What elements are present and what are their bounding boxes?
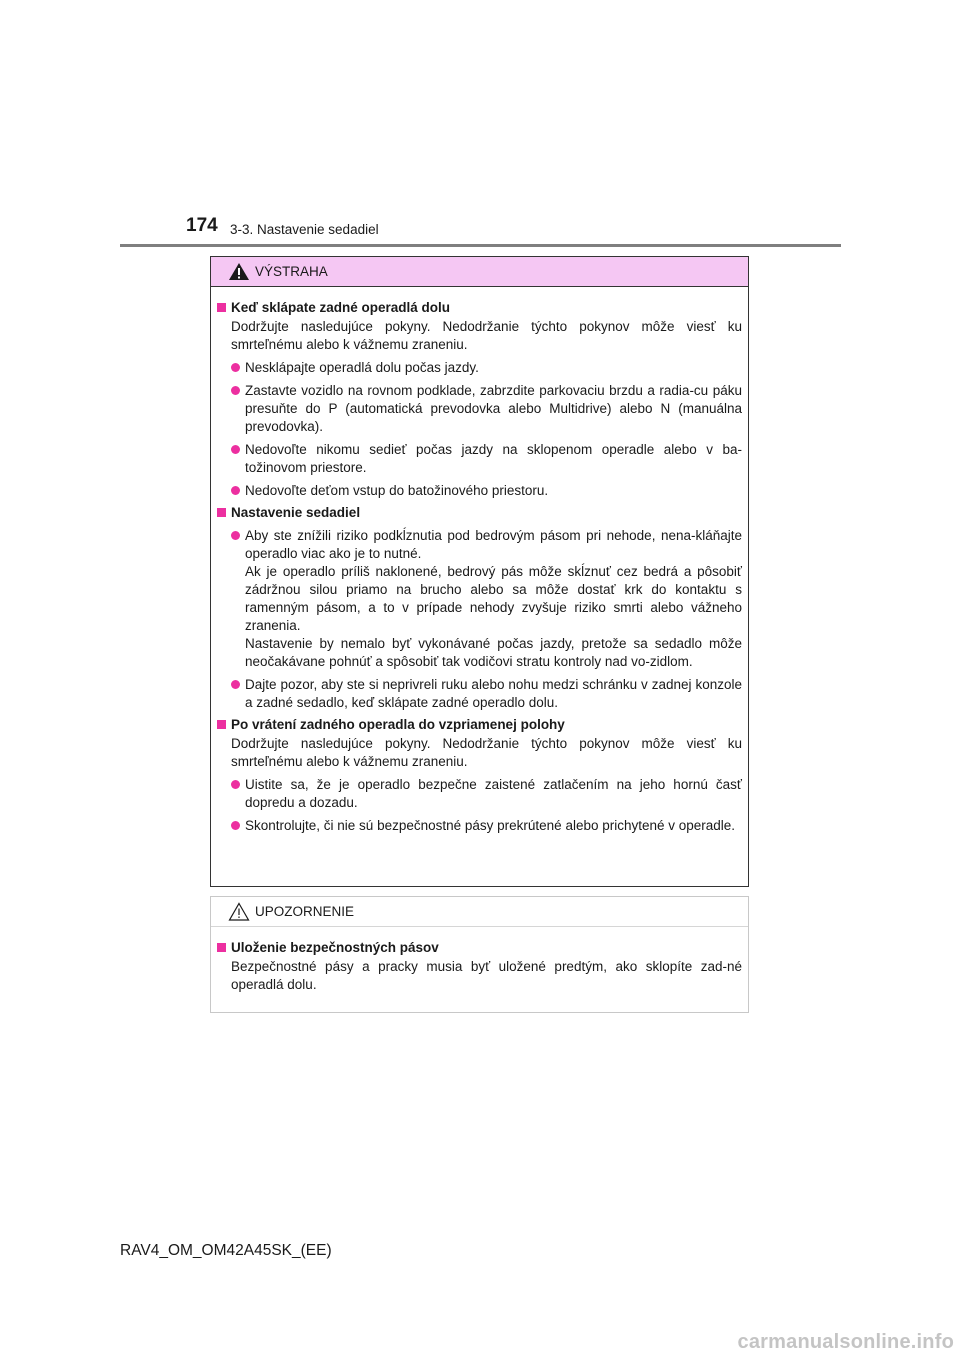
section-paragraph: Bezpečnostné pásy a pracky musia byť uložené predtým, ako sklopíte zad-né operadlá dolu. — [231, 959, 742, 992]
round-bullet-icon — [231, 445, 240, 454]
bullet-text — [245, 482, 742, 500]
square-bullet-icon — [217, 943, 226, 952]
square-bullet-icon — [217, 508, 226, 517]
section-heading — [216, 504, 742, 522]
bullet-text — [245, 359, 742, 377]
bullet-paragraph: Nedovoľte deťom vstup do batožinového priestoru. — [245, 483, 549, 498]
bullet-text — [245, 527, 742, 671]
bullet-paragraph: Zastavte vozidlo na rovnom podklade, zabrzdite parkovaciu brzdu a radia-cu páku presuňte do P (automatická prevodovka alebo Multidrive) alebo N (manuálna prevodovka). — [245, 383, 742, 434]
section-heading — [216, 939, 742, 957]
watermark: carmanualsonline.info — [737, 1331, 954, 1353]
bullet-item — [231, 527, 742, 671]
caution-box — [210, 896, 749, 1013]
section-heading-text: Keď sklápate zadné operadlá dolu — [231, 300, 451, 315]
bullet-item — [231, 441, 742, 477]
bullet-text — [245, 817, 742, 835]
bullet-item — [231, 817, 742, 835]
bullet-item — [231, 382, 742, 436]
warning-header — [211, 257, 748, 287]
page-number: 174 — [186, 215, 218, 236]
bullet-paragraph: Nesklápajte operadlá dolu počas jazdy. — [245, 360, 479, 375]
square-bullet-icon — [217, 303, 226, 312]
warning-body — [211, 287, 748, 835]
round-bullet-icon — [231, 486, 240, 495]
section-heading-text: Uloženie bezpečnostných pásov — [231, 940, 439, 955]
bullet-paragraph: Aby ste znížili riziko podkĺznutia pod bedrovým pásom pri nehode, nena-kláňajte operadlo viac ako je to nutné. — [245, 528, 742, 561]
caution-body — [211, 927, 748, 994]
round-bullet-icon — [231, 363, 240, 372]
section-title: 3-3. Nastavenie sedadiel — [230, 222, 379, 237]
bullet-item — [231, 776, 742, 812]
bullet-text — [245, 441, 742, 477]
warning-triangle-icon — [228, 262, 250, 281]
round-bullet-icon — [231, 531, 240, 540]
warning-title: VÝSTRAHA — [255, 264, 328, 279]
document-code: RAV4_OM_OM42A45SK_(EE) — [120, 1242, 332, 1259]
round-bullet-icon — [231, 386, 240, 395]
bullet-text — [245, 382, 742, 436]
caution-triangle-icon — [228, 902, 250, 921]
round-bullet-icon — [231, 821, 240, 830]
section-heading — [216, 299, 742, 317]
bullet-paragraph: Nedovoľte nikomu sedieť počas jazdy na sklopenom operadle alebo v ba-tožinovom priestore. — [245, 442, 742, 475]
bullet-paragraph: Nastavenie by nemalo byť vykonávané počas jazdy, pretože sa sedadlo môže neočakávane pohnúť a spôsobiť tak vodičovi stratu kontroly nad vo-zidlom. — [245, 636, 742, 669]
caution-title: UPOZORNENIE — [255, 904, 355, 919]
bullet-item — [231, 676, 742, 712]
bullet-item — [231, 359, 742, 377]
section-paragraph: Dodržujte nasledujúce pokyny. Nedodržanie týchto pokynov môže viesť ku smrteľnému alebo k vážnemu zraneniu. — [231, 319, 742, 352]
header-divider — [120, 244, 841, 247]
section-paragraph: Dodržujte nasledujúce pokyny. Nedodržanie týchto pokynov môže viesť ku smrteľnému alebo k vážnemu zraneniu. — [231, 736, 742, 769]
section-heading — [216, 716, 742, 734]
bullet-paragraph: Ak je operadlo príliš naklonené, bedrový pás môže skĺznuť cez bedrá a pôsobiť zádržnou silou priamo na brucho alebo sa môže dostať krk do kontaktu s ramenným pásom, a to v prípade nehody zvyšuje riziko smrti alebo vážneho zranenia. — [245, 564, 742, 633]
bullet-text — [245, 776, 742, 812]
square-bullet-icon — [217, 720, 226, 729]
round-bullet-icon — [231, 680, 240, 689]
bullet-paragraph: Uistite sa, že je operadlo bezpečne zaistené zatlačením na jeho hornú časť dopredu a dozadu. — [245, 777, 742, 810]
round-bullet-icon — [231, 780, 240, 789]
bullet-item — [231, 482, 742, 500]
bullet-paragraph: Skontrolujte, či nie sú bezpečnostné pásy prekrútené alebo prichytené v operadle. — [245, 818, 736, 833]
section-heading-text: Po vrátení zadného operadla do vzpriamenej polohy — [231, 717, 565, 732]
caution-header — [211, 897, 748, 927]
bullet-text — [245, 676, 742, 712]
warning-box — [210, 256, 749, 887]
bullet-paragraph: Dajte pozor, aby ste si neprivreli ruku alebo nohu medzi schránku v zadnej konzole a zadné sedadlo, keď sklápate zadné operadlo dolu. — [245, 677, 742, 710]
section-heading-text: Nastavenie sedadiel — [231, 505, 361, 520]
